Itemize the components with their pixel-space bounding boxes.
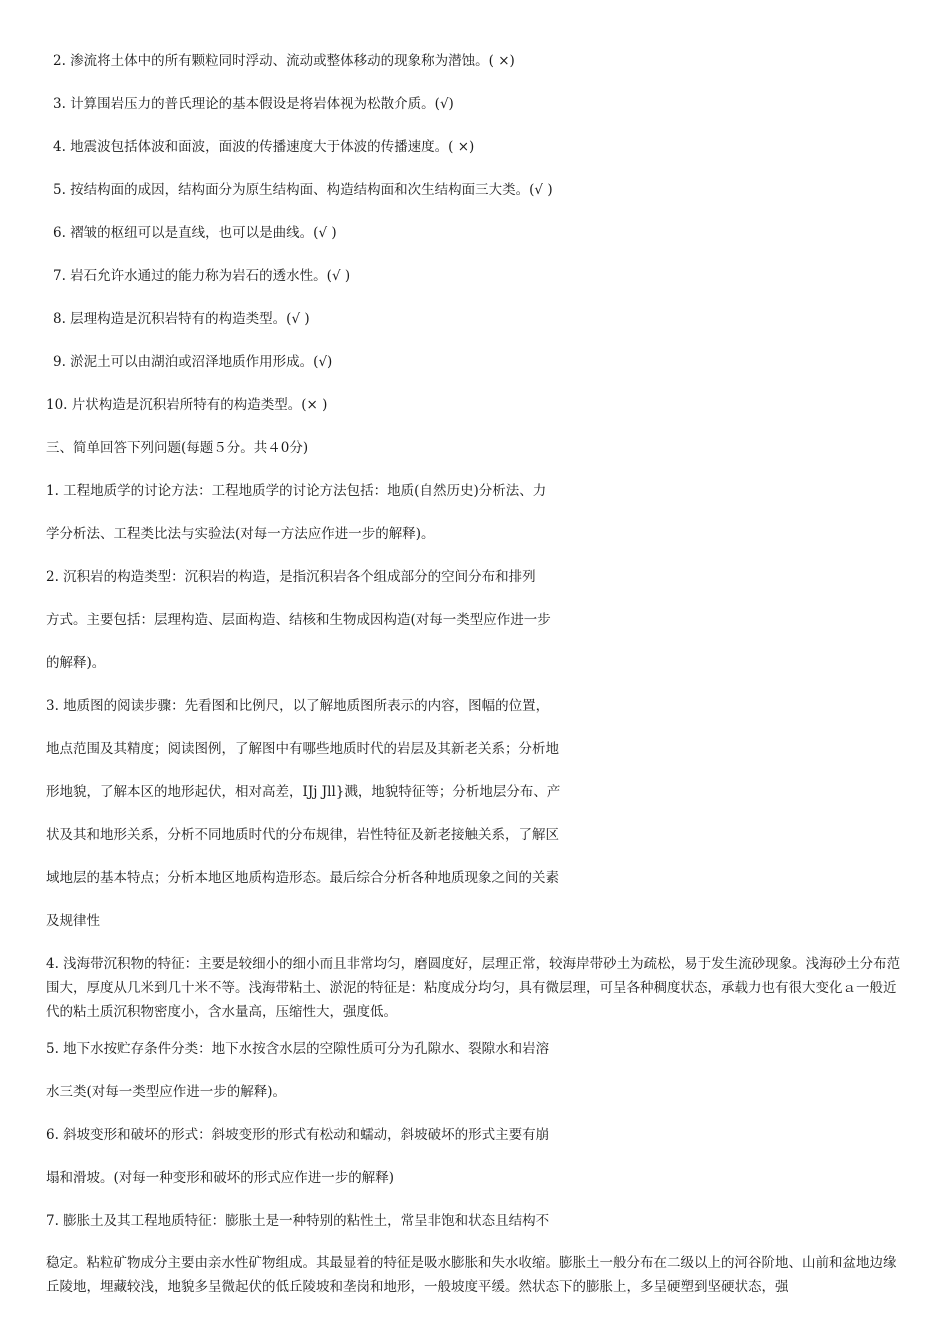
answer-6-line-2: 塌和滑坡。(对每一种变形和破坏的形式应作进一步的解释) — [46, 1170, 395, 1186]
answer-6-line-1: 6. 斜坡变形和破坏的形式：斜坡变形的形式有松动和蠕动，斜坡破坏的形式主要有崩 — [46, 1127, 550, 1143]
answer-1-line-2: 学分析法、工程类比法与实验法(对每一方法应作进一步的解释)。 — [46, 526, 435, 542]
answer-3-line-6: 及规律性 — [46, 913, 100, 929]
section-heading: 三、简单回答下列问题(每题５分。共４0分) — [46, 440, 309, 456]
judgement-item-6: 6. 褶皱的枢纽可以是直线，也可以是曲线。(√ ) — [53, 225, 337, 241]
answer-2-line-1: 2. 沉积岩的构造类型：沉积岩的构造，是指沉积岩各个组成部分的空间分布和排列 — [46, 569, 536, 585]
answer-3-line-4: 状及其和地形关系，分析不同地质时代的分布规律，岩性特征及新老接触关系，了解区 — [46, 827, 559, 843]
answer-5-line-2: 水三类(对每一类型应作进一步的解释)。 — [46, 1084, 287, 1100]
answer-3-line-5: 域地层的基本特点；分析本地区地质构造形态。最后综合分析各种地质现象之间的关素 — [46, 870, 559, 886]
answer-7-line-1: 7. 膨胀土及其工程地质特征：膨胀土是一种特别的粘性土，常呈非饱和状态且结构不 — [46, 1213, 550, 1229]
judgement-item-2: 2. 渗流将土体中的所有颗粒同时浮动、流动或整体移动的现象称为潜蚀。( ×) — [53, 53, 515, 69]
answer-3-line-1: 3. 地质图的阅读步骤：先看图和比例尺，以了解地质图所表示的内容，图幅的位置， — [46, 698, 550, 714]
judgement-item-3: 3. 计算围岩压力的普氏理论的基本假设是将岩体视为松散介质。(√) — [53, 96, 454, 112]
answer-2-line-3: 的解释)。 — [46, 655, 106, 671]
judgement-item-8: 8. 层理构造是沉积岩特有的构造类型。(√ ) — [53, 311, 310, 327]
answer-1-line-1: 1. 工程地质学的讨论方法：工程地质学的讨论方法包括：地质(自然历史)分析法、力 — [46, 483, 547, 499]
answer-2-line-2: 方式。主要包括：层理构造、层面构造、结核和生物成因构造(对每一类型应作进一步 — [46, 612, 551, 628]
answer-7-paragraph: 稳定。粘粒矿物成分主要由亲水性矿物组成。其最显着的特征是吸水膨胀和失水收缩。膨胀土一般分布在二级以上的河谷阶地、山前和盆地边缘丘陵地，埋藏较浅，地貌多呈微起伏的低丘陵坡和垄岗和地形，一般坡度平缓。然状态下的膨胀上，多呈硬塑到坚硬状态，强 — [46, 1255, 897, 1295]
answer-5-line-1: 5. 地下水按贮存条件分类：地下水按含水层的空隙性质可分为孔隙水、裂隙水和岩溶 — [46, 1041, 550, 1057]
judgement-item-7: 7. 岩石允许水通过的能力称为岩石的透水性。(√ ) — [53, 268, 351, 284]
judgement-item-10: 10. 片状构造是沉积岩所特有的构造类型。(× ) — [46, 397, 328, 413]
answer-3-line-3: 形地貌，了解本区的地形起伏，相对高差，IJj Jll}溅，地貌特征等；分析地层分布、产 — [46, 784, 561, 800]
judgement-item-5: 5. 按结构面的成因，结构面分为原生结构面、构造结构面和次生结构面三大类。(√ ) — [53, 182, 553, 198]
judgement-item-4: 4. 地震波包括体波和面波，面波的传播速度大于体波的传播速度。( ×) — [53, 139, 475, 155]
answer-3-line-2: 地点范围及其精度；阅读图例，了解图中有哪些地质时代的岩层及其新老关系；分析地 — [46, 741, 559, 757]
judgement-item-9: 9. 淤泥土可以由湖泊或沼泽地质作用形成。(√) — [53, 354, 333, 370]
answer-4-paragraph: 4. 浅海带沉积物的特征：主要是较细小的细小而且非常均匀，磨圆度好，层理正常，较海岸带砂土为疏松，易于发生流砂现象。浅海砂土分布范围大，厚度从几米到几十米不等。浅海带粘土、淤泥的特征是：粘度成分均匀，具有微层理，可呈各种稠度状态，承载力也有很大变化ａ一般近代的粘土质沉积物密度小，含水量高，压缩性大，强度低。 — [46, 956, 901, 1020]
